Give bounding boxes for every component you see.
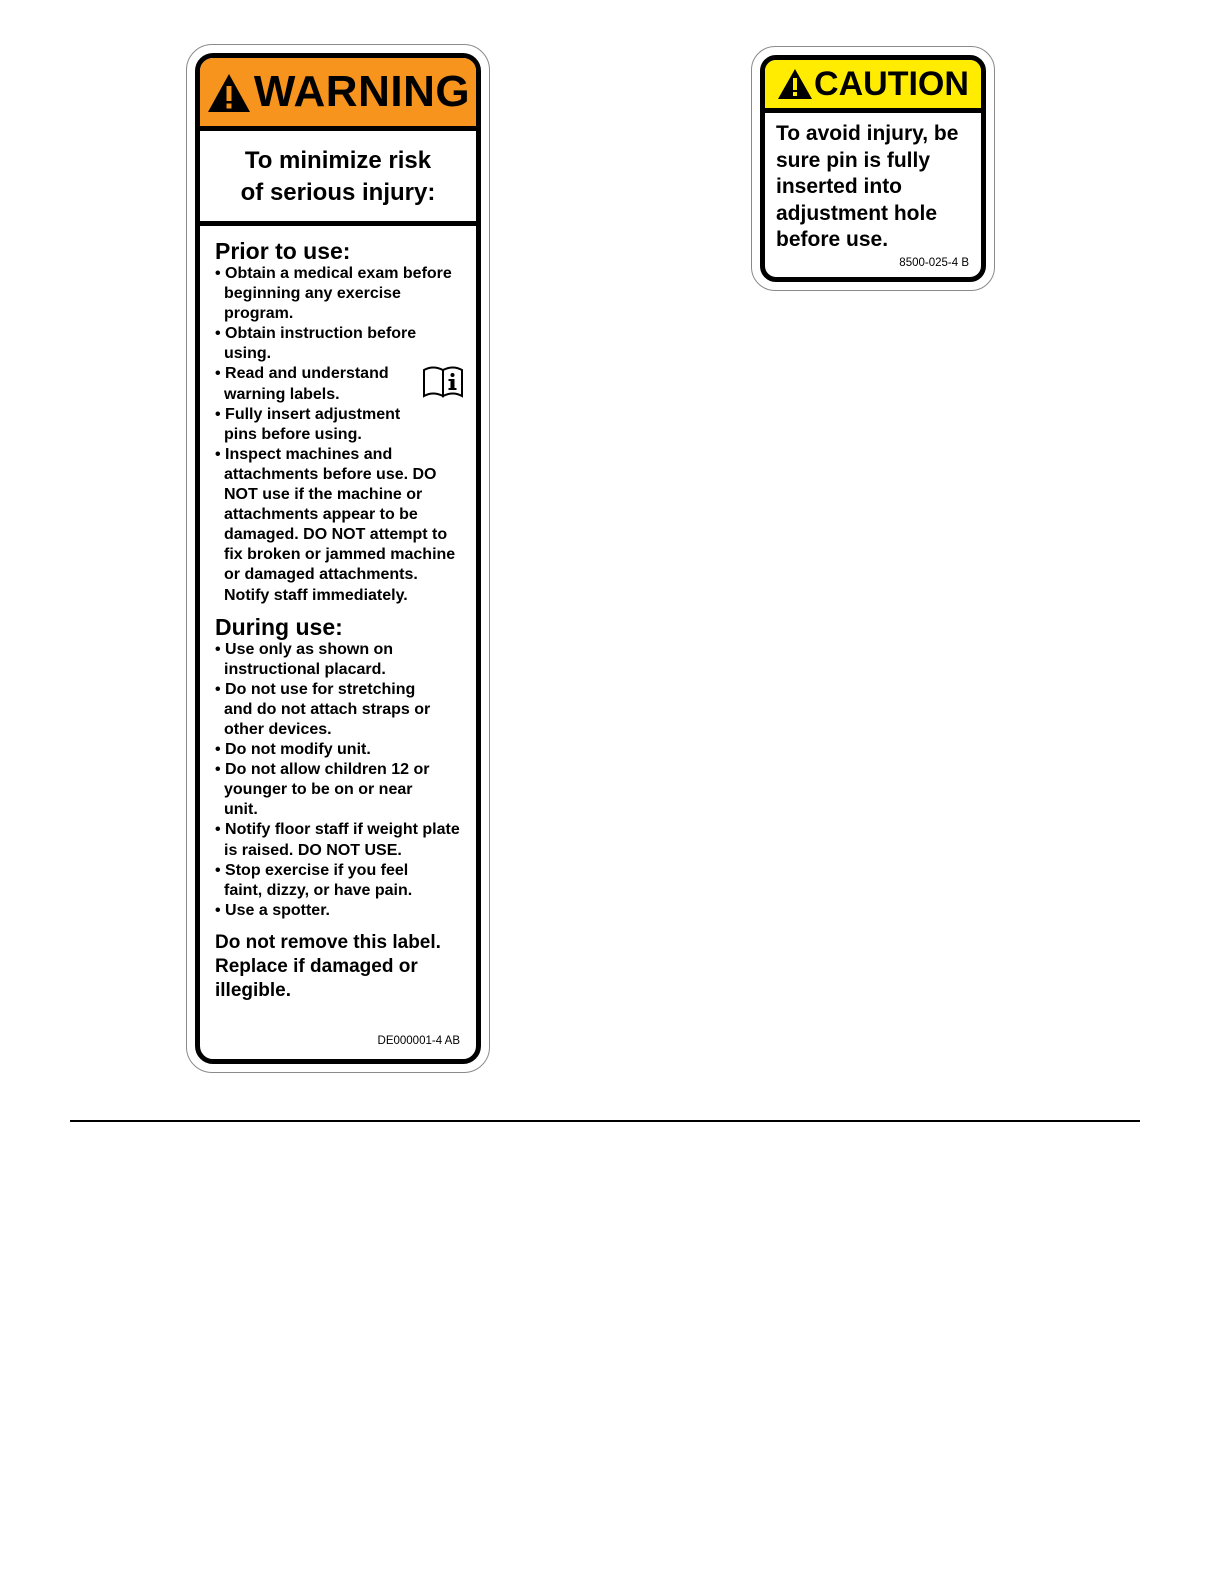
prior-to-use-heading: Prior to use: [215, 238, 351, 264]
warning-triangle-icon [206, 72, 252, 114]
list-item: • Obtain instruction before using. [215, 324, 464, 364]
list-item: • Use only as shown on instructional placard. [215, 640, 424, 680]
caution-line: To avoid injury, be [776, 122, 959, 145]
caution-label-code: 8500-025-4 B [899, 257, 969, 269]
during-use-heading: During use: [215, 613, 343, 640]
caution-line: inserted into [776, 175, 903, 198]
warning-subtitle-line2: of serious injury: [240, 179, 436, 206]
warning-subtitle-line1: To minimize risk [244, 147, 432, 174]
list-item: • Inspect machines and attachments before use. DO NOT use if the machine or attachments appear to be damaged. DO NOT attempt to fix broken or jammed machine or damaged attachments. Notify staff immediately. [215, 445, 460, 606]
list-item: • Do not use for stretching and do not attach straps or other devices. [215, 680, 446, 740]
caution-line: adjustment hole [776, 201, 938, 225]
list-item: • Do not allow children 12 or younger to be on or near unit. [215, 760, 439, 820]
warning-triangle-icon [777, 68, 813, 100]
caution-label [751, 46, 995, 291]
label-notice-line2: Replace if damaged or [215, 955, 418, 977]
caution-message [765, 113, 981, 254]
caution-header [765, 60, 981, 113]
read-manual-icon [422, 364, 464, 398]
caution-line: sure pin is fully [776, 148, 931, 172]
warning-header [200, 58, 476, 131]
list-item: • Read and understand warning labels. [215, 364, 414, 404]
caution-label-border [760, 55, 986, 282]
list-item: • Use a spotter. [215, 901, 464, 921]
warning-label [186, 44, 490, 1073]
label-notice-line3: illegible. [215, 979, 292, 1001]
warning-body [200, 226, 476, 1003]
caution-line: before use. [776, 228, 889, 251]
horizontal-divider [70, 1120, 1140, 1122]
caution-signal-word: CAUTION [814, 65, 969, 103]
list-item: • Stop exercise if you feel faint, dizzy, or have pain. [215, 861, 439, 901]
list-item: • Obtain a medical exam before beginning any exercise program. [215, 264, 464, 324]
warning-label-code: DE000001-4 AB [377, 1035, 460, 1047]
label-notice-line1: Do not remove this label. [215, 931, 441, 953]
list-item: • Fully insert adjustment pins before using. [215, 405, 424, 445]
warning-signal-word: WARNING [253, 67, 471, 116]
label-notice [215, 931, 475, 1003]
during-use-list [215, 640, 476, 921]
list-item: • Notify floor staff if weight plate is raised. DO NOT USE. [215, 820, 469, 860]
warning-label-border [195, 53, 481, 1064]
list-item: • Do not modify unit. [215, 740, 464, 760]
prior-to-use-list [215, 264, 476, 606]
warning-subtitle [200, 131, 476, 226]
